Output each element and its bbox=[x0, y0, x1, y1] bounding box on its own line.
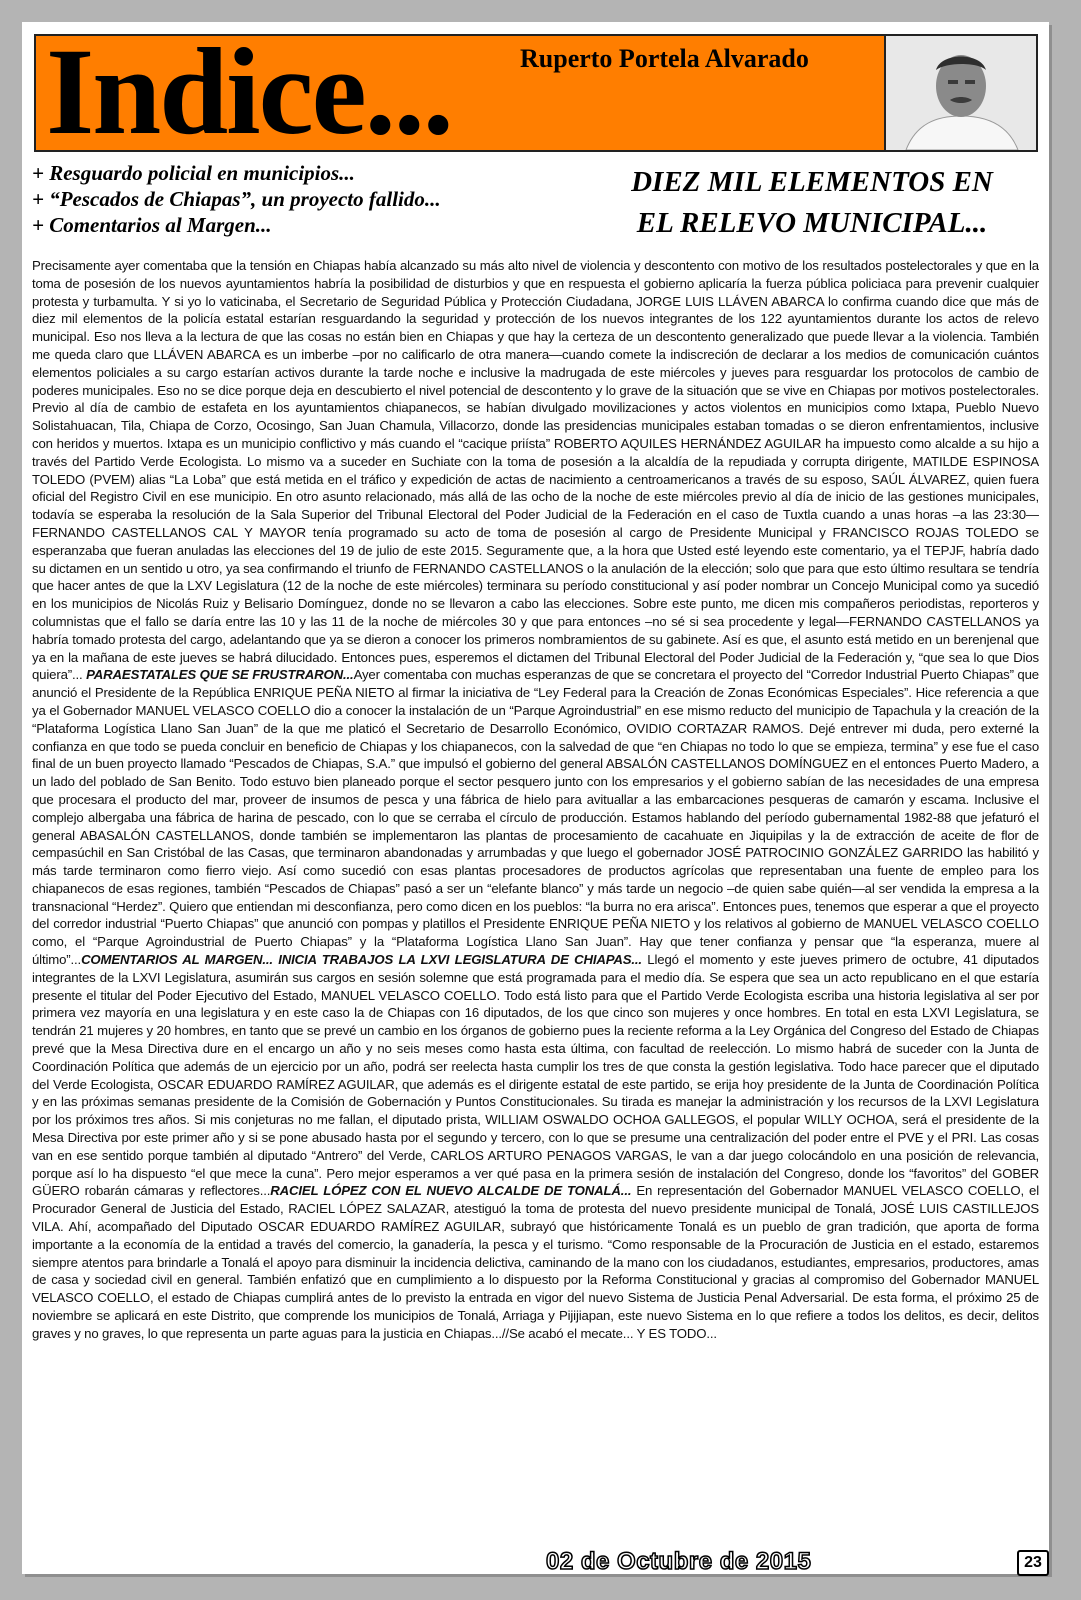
column-banner bbox=[34, 34, 1038, 152]
newspaper-page bbox=[22, 22, 1049, 1574]
topic-item: + Comentarios al Margen... bbox=[32, 213, 272, 237]
article-body bbox=[32, 257, 1039, 1532]
section-subheading: RACIEL LÓPEZ CON EL NUEVO ALCALDE DE TONALÁ... bbox=[270, 1183, 632, 1199]
article-paragraph: En representación del Gobernador MANUEL VELASCO COELLO, el Procurador General de Justicia del Estado, RACIEL LÓPEZ SALAZAR, atestiguó la toma de protesta del nuevo presidente municipal de Tonalá, JOSÉ LUIS CASTILLEJOS VILA. Ahí, acompañado del Diputado OSCAR EDUARDO RAMÍREZ AGUILAR, subrayó que históricamente Tonalá es un pueblo de gran tradición, que aporta de forma importante a la economía de la entidad a través del comercio, la ganadería, la pesca y el turismo. “Como responsable de la Procuración de Justicia en el estado, estaremos siempre atentos para brindarle a Tonalá el apoyo para disminuir la incidencia delictiva, caminando de la mano con los ciudadanos, estudiantes, empresarios, productores, amas de casa y sociedad civil en general. También enfatizó que en cumplimiento a lo dispuesto por la Reforma Constitucional y gracias al compromiso del Gobernador MANUEL VELASCO COELLO, el estado de Chiapas cumplirá antes de lo previsto la entrada en vigor del nuevo Sistema de Justicia Penal Adversarial. De esta forma, el próximo 25 de noviembre se aplicará en este Distrito, que comprende los municipios de Tonalá, Arriaga y Pijijiapan, este nuevo Sistema en lo que refiere a todos los delitos, es decir, delitos graves y no graves, lo que representa un parte aguas para la justicia en Chiapas...//Se acabó el mecate... Y ES TODO... bbox=[32, 1183, 1039, 1341]
section-subheading: COMENTARIOS AL MARGEN... INICIA TRABAJOS LA LXVI LEGISLATURA DE CHIAPAS... bbox=[81, 952, 642, 968]
publication-date: 02 de Octubre de 2015 bbox=[546, 1548, 812, 1575]
topic-item: + Resguardo policial en municipios... bbox=[32, 161, 355, 185]
topics-list bbox=[32, 160, 592, 238]
headline-line: EL RELEVO MUNICIPAL... bbox=[636, 207, 988, 239]
page-footer bbox=[22, 1548, 1049, 1580]
page-number: 23 bbox=[1017, 1550, 1049, 1576]
article-paragraph: Llegó el momento y este jueves primero de octubre, 41 diputados integrantes de la LXVI Legislatura, asumirán sus cargos en sesión solemne que está programada para el medio día. Se espera que sea un acto republicano en el que estaría presente el titular del Poder Ejecutivo del Estado, MANUEL VELASCO COELLO. Todo está listo para que el Partido Verde Ecologista escriba una historia legislativa al ser por primera vez mayoría en una legislatura y en este caso la de Chiapas con 16 diputados, de los que cinco son mujeres y once hombres. En total en esta LXVI Legislatura, se tendrán 21 mujeres y 20 hombres, en tanto que se prevé un cambio en los órganos de gobierno pues la reciente reforma a la Ley Orgánica del Congreso del Estado de Chiapas prevé que la Mesa Directiva dure en el encargo un año y no seis meses como hasta esta última, con facultad de reelección. Lo mismo habrá de suceder con la Junta de Coordinación Política que además de un ejercicio por un año, podrá ser reelecta hasta cumplir los tres de que consta la gestión legislativa. Todo hace parecer que el diputado del Verde Ecologista, OSCAR EDUARDO RAMÍREZ AGUILAR, que además es el dirigente estatal de este partido, se erija hoy presidente de la Junta de Coordinación Política y en las próximas semanas presidente de la Comisión de Gobernación y Puntos Constitucionales. Su tirada es manejar la administración y los recursos de la LXVI Legislatura por los próximos tres años. Si mis conjeturas no me fallan, el diputado prista, WILLIAM OSWALDO OCHOA GALLEGOS, el popular WILLY OCHOA, será el presidente de la Mesa Directiva por este primer año y si se pone abusado hasta por el segundo y tercero, con lo que se presume una centralización del poder entre el PVE y el PRI. Las cosas van en ese sentido porque también al diputado “Antrero” del Verde, CARLOS ARTURO PENAGOS VARGAS, le van a dar juego colocándolo en una posición de relevancia, porque así lo ha dispuesto “el que mece la cuna”. Pero mejor esperamos a ver qué pasa en la primera sesión de instalación del Congreso, donde los “favoritos” del GOBER GÜERO robarán cámaras y reflectores... bbox=[32, 952, 1039, 1199]
main-headline bbox=[582, 162, 1042, 244]
author-photo bbox=[884, 36, 1036, 150]
article-paragraph: Precisamente ayer comentaba que la tensión en Chiapas había alcanzado su más alto nivel de violencia y descontento con motivo de los resultados postelectorales y que en la toma de posesión de los nuevos ayuntamientos habría la posibilidad de disturbios y que en respuesta el gobierno aplicaría la fuerza pública policiaca para prevenir cualquier protesta y turbamulta. Y si yo lo vaticinaba, el Secretario de Seguridad Pública y Protección Ciudadana, JORGE LUIS LLÁVEN ABARCA lo confirma cuando dice que más de diez mil elementos de la policía estatal estarían resguardando la seguridad y protección de los nuevos integrantes de los 122 ayuntamientos durante los actos de relevo municipal. Eso nos lleva a la lectura de que las cosas no están bien en Chiapas y que hay la certeza de un descontento generalizado que puede llevar a la violencia. También me queda claro que LLÁVEN ABARCA es un imberbe –por no calificarlo de otra manera—cuando comete la indiscreción de declarar a los medios de comunicación cuántos elementos policiales a su cargo estarían activos durante la tarde noche e inclusive la madrugada de este miércoles y jueves para resguardar los protocolos de cambio de poderes municipales. Eso no se dice porque deja en descubierto el nivel potencial de descontento y lo grave de la situación que se vive en Chiapas por motivos postelectorales. Previo al día de cambio de estafeta en los ayuntamientos chiapanecos, se habían divulgado movilizaciones y actos violentos en municipios como Ixtapa, Pueblo Nuevo Solistahuacan, Tila, Chiapa de Corzo, Ocosingo, San Juan Chamula, Villacorzo, donde las presidencias municipales estaban tomadas o se dieron enfrentamientos, inclusive con heridos y muertos. Ixtapa es un municipio conflictivo y más cuando el “cacique priísta” ROBERTO AQUILES HERNÁNDEZ AGUILAR ha impuesto como alcalde a su hijo a través del Partido Verde Ecologista. Lo mismo va a suceder en Suchiate con la toma de posesión a la alcaldía de la repudiada y corrupta dirigente, MATILDE ESPINOSA TOLEDO (PVEM) alias “La Loba” que está metida en el tráfico y expedición de actas de nacimiento a centroamericanos a través de su esposo, SAÚL ÁLVAREZ, quien fuera oficial del Registro Civil en ese municipio. En otro asunto relacionado, más allá de las ocho de la noche de este miércoles previo al día de inicio de las gestiones municipales, todavía se esperaba la resolución de la Sala Superior del Tribunal Electoral del Poder Judicial de la Federación en el caso de Tuxtla cuando a unas horas –a las 23:30—FERNANDO CASTELLANOS CAL Y MAYOR tenía programado su acto de toma de posesión al cargo de Presidente Municipal y FRANCISCO ROJAS TOLEDO se esperanzaba que fueran anuladas las elecciones del 19 de julio de este 2015. Seguramente que, a la hora que Usted esté leyendo este comentario, ya el TEPJF, habría dado su dictamen en un sentido u otro, ya sea confirmando el triunfo de FERNANDO CASTELLANOS o la anulación de la elección; solo que para que esto último resultara se tendría que hacer antes de que la LXV Legislatura (12 de la noche de este miércoles) terminara su período constitucional y así poder nombrar un Concejo Municipal como ya sucedió en los municipios de Nicolás Ruiz y Belisario Domínguez, donde no se llevaron a cabo las elecciones. Sobre este punto, me dicen mis compañeros periodistas, reporteros y columnistas que el fallo se daría entre las 10 y las 11 de la noche de miércoles 30 y que para entonces –no sé si sea procedente y legal—FERNANDO CASTELLANOS ya habría tomado protesta del cargo, adelantando que ya se dieron a conocer los primeros nombramientos de su gabinete. Así es que, el asunto está metido en un berenjenal que ya en la mañana de este jueves se habrá dilucidado. Entonces pues, esperemos el dictamen del Tribunal Electoral del Poder Judicial de la Federación y, “que sea lo que Dios quiera”... bbox=[32, 258, 1039, 683]
author-name: Ruperto Portela Alvarado bbox=[520, 44, 809, 73]
column-title: Indice... bbox=[46, 34, 452, 152]
portrait-image bbox=[886, 36, 1036, 150]
headline-line: DIEZ MIL ELEMENTOS EN bbox=[631, 166, 993, 198]
topic-item: + “Pescados de Chiapas”, un proyecto fallido... bbox=[32, 187, 441, 211]
article-paragraph: Ayer comentaba con muchas esperanzas de que se concretara el proyecto del “Corredor Industrial Puerto Chiapas” que anunció el Presidente de la República ENRIQUE PEÑA NIETO al firmar la iniciativa de “Ley Federal para la Creación de Zonas Económicas Especiales”. Hice referencia a que ya el Gobernador MANUEL VELASCO COELLO dio a conocer la instalación de un “Parque Agroindustrial” en ese mismo reducto del municipio de Tapachula y la creación de la “Plataforma Logística Llano San Juan” de la que me platicó el Secretario de Desarrollo Económico, OVIDIO CORTAZAR RAMOS. Dejé entrever mi duda, pero externé la confianza en que todo se pueda concluir en beneficio de Chiapas y los chiapanecos, con la salvedad de que “en Chiapas no todo lo que se empieza, termina” y ese fue el caso final de un buen proyecto llamado “Pescados de Chiapas, S.A.” que impulsó el gobierno del general ABSALÓN CASTELLANOS DOMÍNGUEZ en el entonces Puerto Madero, a un lado del poblado de San Benito. Todo estuvo bien planeado porque el sector pesquero junto con los empresarios y el gobierno sabían de las necesidades de una empresa que procesara el producto del mar, proveer de insumos de pesca y una fábrica de hielo para avituallar a las embarcaciones pesqueras de camarón y escama. Inclusive el complejo albergaba una fábrica de harina de pescado, con lo que se cerraba el círculo de producción. Estamos hablando del período gubernamental 1982-88 que jefaturó el general ABASALÓN CASTELLANOS, donde también se implementaron las plantas de procesamiento de cacahuate en Jiquipilas y la de extracción de aceite de flor de cempasúchil en San Cristóbal de las Casas, que terminaron abandonadas y arrumbadas y que luego el gobernador JOSÉ PATROCINIO GONZÁLEZ GARRIDO las habilitó y más tarde terminaron como fierro viejo. Así como sucedió con esas plantas procesadores de productos agrícolas que representaban una fuente de empleo para los chiapanecos de esas regiones, también “Pescados de Chiapas” pasó a ser un “elefante blanco” y más tarde un negocio –de quien sabe quién—al ser vendida la empresa a la transnacional “Herdez”. Quiero que entiendan mi desconfianza, pero como dicen en los pueblos: “la burra no era arisca”. Entonces pues, tenemos que esperar a que el proyecto del corredor industrial “Puerto Chiapas” que anunció con pompas y platillos el Presidente ENRIQUE PEÑA NIETO y los relativos al gobierno de MANUEL VELASCO COELLO como, el “Parque Agroindustrial de Puerto Chiapas” y la “Plataforma Logística Llano San Juan”. Hay que tener confianza y pensar que “la esperanza, muere al último”... bbox=[32, 667, 1039, 968]
section-subheading: PARAESTATALES QUE SE FRUSTRARON... bbox=[86, 667, 354, 683]
